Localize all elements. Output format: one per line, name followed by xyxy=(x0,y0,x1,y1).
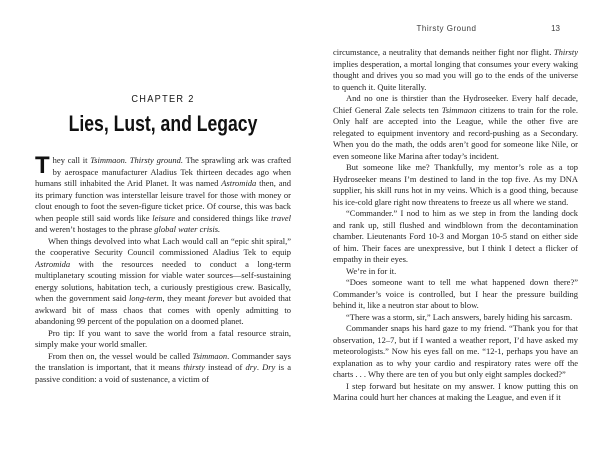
paragraph: When things devolved into what Lach would call an “epic shit spiral,” the cooperative Security Council commissioned Aladius Tek to equip Astromida with the resources needed to conduct a long-term multiplanetary scouting mission for viable water sources—self-sustaining energy solutions, habitation tech, a curiously prestigious crew. Basically, when the government said long-term, they meant forever but avoided that awkward bit of mass chaos that comes with openly admitting to abandoning 99 percent of the population on a doomed planet. xyxy=(35,235,291,326)
left-page-body xyxy=(35,152,291,385)
paragraph: Pro tip: If you want to save the world from a fatal resource strain, simply make your world smaller. xyxy=(35,327,291,349)
paragraph: Commander snaps his hard gaze to my friend. “Thank you for that observation, 12–7, but if I wanted a weather report, I’d have asked my meteorologists.” Now his eyes fall on me. “12-1, perhaps you have an explanation as to why your cardio and respiratory rates were off the charts . . . Why there are ten of you but only eight samples docked?” xyxy=(333,323,578,379)
paragraph: “There was a storm, sir,” Lach answers, barely hiding his sarcasm. xyxy=(346,311,573,322)
right-page-body xyxy=(333,47,578,404)
running-head-title: Thirsty Ground xyxy=(416,24,477,33)
paragraph: circumstance, a neutrality that demands neither fight nor flight. Thirsty implies desperation, a mortal longing that consumes your every waking thought and drives you so mad you will go to the ends of the universe to quench it. Quite literally. xyxy=(333,47,578,92)
paragraph: We’re in for it. xyxy=(346,265,397,276)
chapter-title: Lies, Lust, and Legacy xyxy=(68,111,258,136)
chapter-label: CHAPTER 2 xyxy=(131,94,195,105)
paragraph: “Commander.” I nod to him as we step in from the landing dock and rank up, still flushed and windblown from the decontamination chamber. Lieutenants Ford 10-3 and Morgan 10-5 stand on either side of him. Their faces are unexpressive, but I think I detect a flicker of empathy in their eyes. xyxy=(333,208,578,264)
paragraph: They call it Tsimmaon. Thirsty ground. The sprawling ark was crafted by aerospace manufacturer Aladius Tek thirteen decades ago when humans still inhabited the Arid Planet. It was named Astromida then, and its primary function was interstellar leisure travel for those with money or clout enough to foot the seven-figure ticket price. Of course, this was back when people still said words like leisure and considered things like travel and weren’t hostages to the phrase global water crisis. xyxy=(35,152,291,234)
paragraph: And no one is thirstier than the Hydroseeker. Every half decade, Chief General Zale selects ten Tsimmaon citizens to train for the role. Only half are accepted into the League, while the other five are relegated to equipment inventory and record-pushing as a Secondary. When you do the math, the odds aren’t good for someone like Nile, or even someone like Marina after today’s incident. xyxy=(333,93,578,161)
paragraph: From then on, the vessel would be called Tsimmaon. Commander says the translation is important, that it means thirsty instead of dry. Dry is a passive condition: a void of sustenance, a victim of xyxy=(35,350,291,384)
running-head xyxy=(333,23,578,34)
right-page xyxy=(333,0,578,450)
left-page xyxy=(35,0,291,450)
paragraph: “Does someone want to tell me what happened down there?” Commander’s voice is controlled, but I hear the pressure building behind it, like a neutron star about to blow. xyxy=(333,277,578,310)
paragraph: I step forward but hesitate on my answer. I know putting this on Marina could hurt her chances at making the League, and even if it xyxy=(333,380,578,402)
page-number: 13 xyxy=(551,24,560,33)
paragraph: But someone like me? Thankfully, my mentor’s role as a top Hydroseeker means I’m destined to land in the top five. As my DNA supplier, his skill runs hot in my veins. Which is a good thing, because his ice-cold glare right now threatens to freeze us all where we stand. xyxy=(333,162,578,207)
